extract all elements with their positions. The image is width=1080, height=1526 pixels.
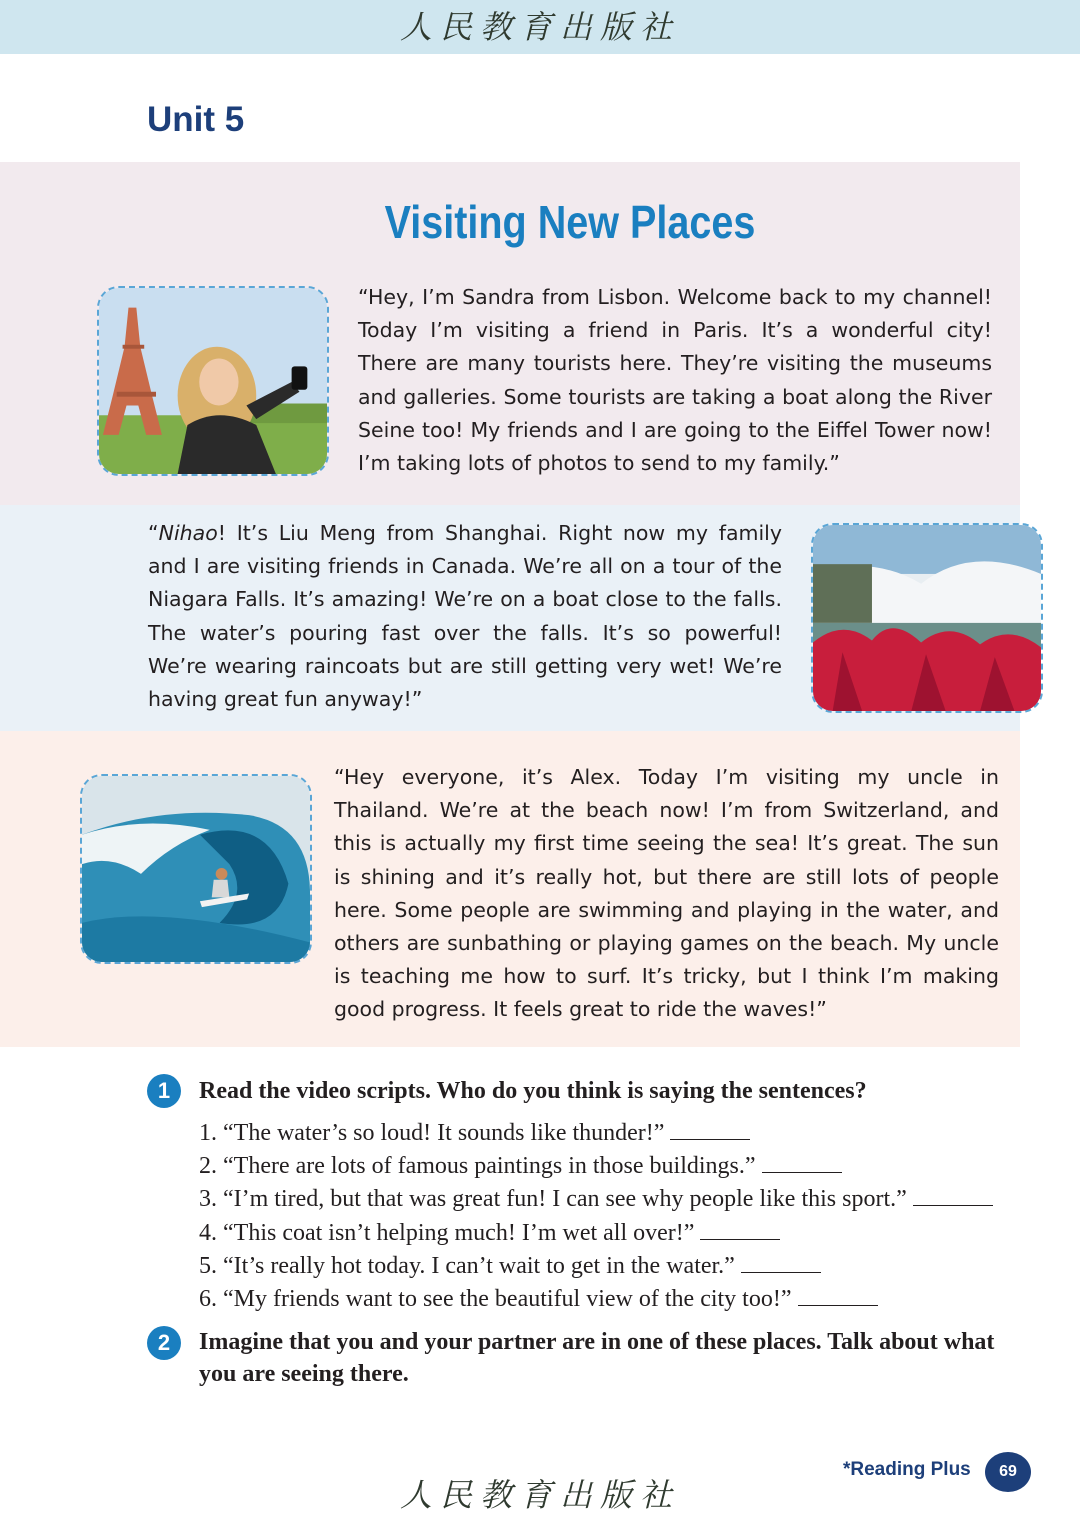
answer-blank[interactable] <box>798 1285 878 1306</box>
script-liu-meng-open-quote: “ <box>148 521 159 545</box>
sentence-text: 4. “This coat isn’t helping much! I’m wet all over!” <box>199 1219 695 1246</box>
surfer-wave-photo <box>80 774 312 964</box>
exercise-1-sentence-list <box>199 1117 1019 1316</box>
script-liu-meng-text: ! It’s Liu Meng from Shanghai. Right now my family and I are visiting friends in Canada. We’re all on a tour of the Niagara Falls. It’s amazing! We’re on a boat close to the falls. The water’s pouring fast over the falls. It’s so powerful! We’re wearing raincoats but are still getting very wet! We’re having great fun anyway!” <box>148 521 782 712</box>
sentence-text: 2. “There are lots of famous paintings in those buildings.” <box>199 1153 756 1180</box>
list-item <box>199 1117 1019 1150</box>
list-item <box>199 1150 1019 1183</box>
list-item <box>199 1250 1019 1283</box>
sentence-text: 6. “My friends want to see the beautiful view of the city too!” <box>199 1286 792 1313</box>
unit-label: Unit 5 <box>147 100 245 139</box>
list-item <box>199 1183 1019 1216</box>
exercise-1-number-badge: 1 <box>147 1074 181 1108</box>
script-liu-meng-greeting: Nihao <box>158 521 218 545</box>
exercise-1-instruction: Read the video scripts. Who do you think is saying the sentences? <box>199 1078 867 1104</box>
answer-blank[interactable] <box>913 1185 993 1206</box>
page-title: Visiting New Places <box>384 196 756 248</box>
exercise-2-instruction: Imagine that you and your partner are in one of these places. Talk about what you are seeing there. <box>199 1329 995 1387</box>
list-item <box>199 1217 1019 1250</box>
niagara-falls-boat-photo <box>811 523 1043 713</box>
publisher-logo-bottom: 人民教育出版社 <box>399 1476 680 1514</box>
eiffel-tower-selfie-photo <box>97 286 329 476</box>
script-alex: “Hey everyone, it’s Alex. Today I’m visiting my uncle in Thailand. We’re at the beach now! I’m from Switzerland, and this is actually my first time seeing the sea! It’s great. The sun is shining and it’s really hot, but there are still lots of people here. Some people are swimming and playing in the water, and others are sunbathing or playing games on the beach. My uncle is teaching me how to surf. It’s tricky, but I think I’m making good progress. It feels great to ride the waves!” <box>334 765 999 1022</box>
sentence-text: 1. “The water’s so loud! It sounds like thunder!” <box>199 1120 665 1146</box>
script-sandra: “Hey, I’m Sandra from Lisbon. Welcome back to my channel! Today I’m visiting a friend in Paris. It’s a wonderful city! There are many tourists here. They’re visiting the museums and galleries. Some tourists are taking a boat along the River Seine too! My friends and I are going to the Eiffel Tower now! I’m taking lots of photos to send to my family.” <box>358 285 992 476</box>
answer-blank[interactable] <box>762 1152 842 1173</box>
script-liu-meng <box>148 517 782 716</box>
answer-blank[interactable] <box>741 1252 821 1273</box>
answer-blank[interactable] <box>700 1219 780 1240</box>
sentence-text: 3. “I’m tired, but that was great fun! I can see why people like this sport.” <box>199 1186 907 1213</box>
sentence-text: 5. “It’s really hot today. I can’t wait to get in the water.” <box>199 1252 735 1279</box>
footer-section-label: *Reading Plus <box>843 1459 971 1480</box>
publisher-logo-top: 人民教育出版社 <box>399 8 680 46</box>
answer-blank[interactable] <box>670 1119 750 1140</box>
list-item <box>199 1283 1019 1316</box>
page-number-badge: 69 <box>985 1452 1031 1492</box>
exercise-2-number-badge: 2 <box>147 1326 181 1360</box>
